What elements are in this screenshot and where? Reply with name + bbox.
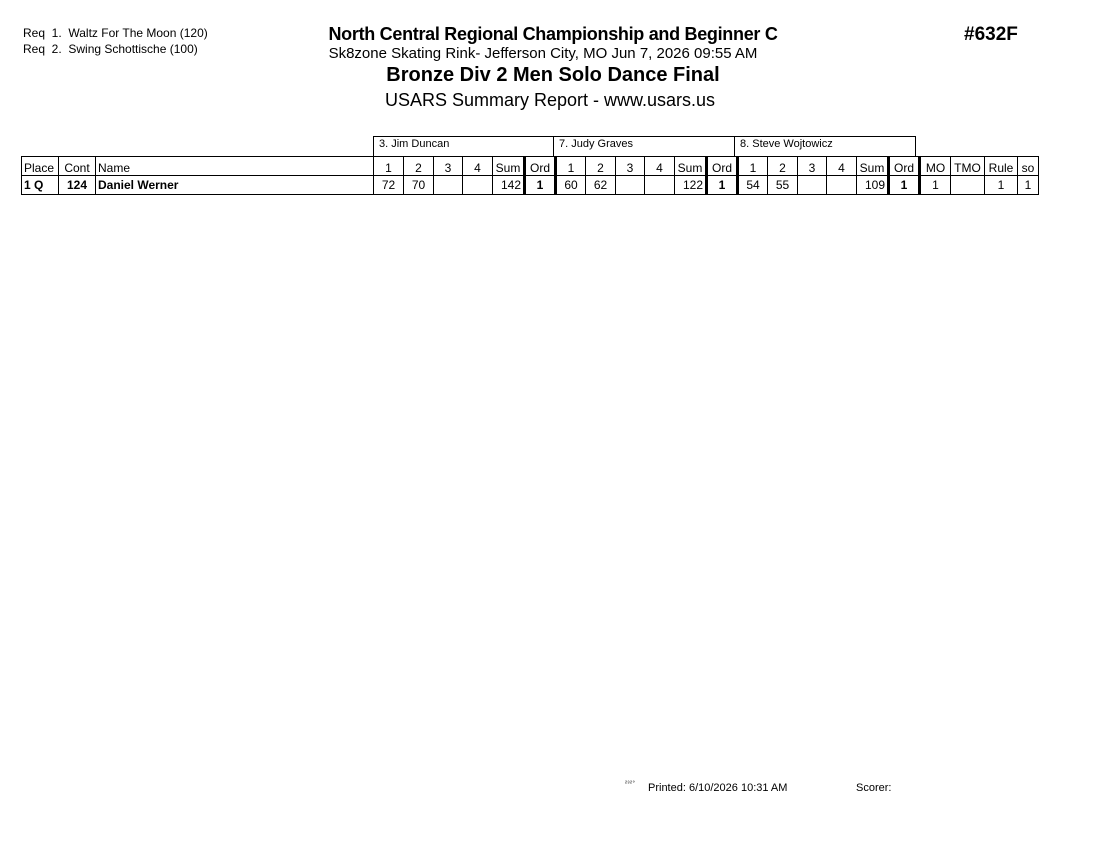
col-j3-3: 3	[798, 157, 827, 176]
col-place: Place	[22, 157, 59, 176]
score-cell	[463, 176, 493, 195]
rule-cell: 1	[985, 176, 1018, 195]
table-row	[22, 176, 1039, 195]
judge-header-1: 3. Jim Duncan	[373, 136, 554, 156]
event-title: Bronze Div 2 Men Solo Dance Final	[386, 64, 720, 86]
col-j1-2: 2	[404, 157, 434, 176]
name-cell: Daniel Werner	[96, 176, 374, 195]
score-cell	[434, 176, 463, 195]
col-j2-2: 2	[586, 157, 616, 176]
score-cell: 62	[586, 176, 616, 195]
tmo-cell	[951, 176, 985, 195]
event-number: #632F	[964, 24, 1018, 45]
scorer-label: Scorer:	[856, 782, 892, 794]
score-cell: 54	[738, 176, 768, 195]
sum-cell: 122	[675, 176, 707, 195]
place-cell: 1 Q	[22, 176, 59, 195]
col-j1-ord: Ord	[525, 157, 556, 176]
competition-title: North Central Regional Championship and Beginner C	[328, 24, 778, 44]
so-cell: 1	[1018, 176, 1039, 195]
col-name: Name	[96, 157, 374, 176]
col-j2-4: 4	[645, 157, 675, 176]
score-cell: 72	[374, 176, 404, 195]
score-cell: 60	[556, 176, 586, 195]
version-mark: ²³²°	[625, 781, 636, 787]
sum-cell: 109	[857, 176, 889, 195]
venue-line: Sk8zone Skating Rink- Jefferson City, MO Jun 7, 2026 09:55 AM	[328, 45, 758, 62]
requirement-1: Req 1. Waltz For The Moon (120)	[23, 26, 208, 40]
col-j1-3: 3	[434, 157, 463, 176]
col-j3-sum: Sum	[857, 157, 889, 176]
col-j2-ord: Ord	[707, 157, 738, 176]
col-j1-1: 1	[374, 157, 404, 176]
ord-cell: 1	[889, 176, 920, 195]
col-j2-1: 1	[556, 157, 586, 176]
sum-cell: 142	[493, 176, 525, 195]
header-row	[22, 157, 1039, 176]
ord-cell: 1	[707, 176, 738, 195]
judge-header-2: 7. Judy Graves	[553, 136, 735, 156]
score-cell: 70	[404, 176, 434, 195]
col-j1-sum: Sum	[493, 157, 525, 176]
score-cell	[616, 176, 645, 195]
col-j3-1: 1	[738, 157, 768, 176]
cont-cell: 124	[59, 176, 96, 195]
mo-cell: 1	[920, 176, 951, 195]
col-j1-4: 4	[463, 157, 493, 176]
report-title: USARS Summary Report - www.usars.us	[384, 90, 716, 110]
col-mo: MO	[920, 157, 951, 176]
ord-cell: 1	[525, 176, 556, 195]
score-cell	[645, 176, 675, 195]
col-tmo: TMO	[951, 157, 985, 176]
col-rule: Rule	[985, 157, 1018, 176]
col-j3-2: 2	[768, 157, 798, 176]
printed-timestamp: Printed: 6/10/2026 10:31 AM	[648, 782, 788, 794]
requirement-2: Req 2. Swing Schottische (100)	[23, 42, 198, 56]
col-j2-3: 3	[616, 157, 645, 176]
results-table	[21, 156, 1039, 195]
score-cell: 55	[768, 176, 798, 195]
judge-header-3: 8. Steve Wojtowicz	[734, 136, 916, 156]
col-so: so	[1018, 157, 1039, 176]
col-j3-4: 4	[827, 157, 857, 176]
col-j2-sum: Sum	[675, 157, 707, 176]
col-cont: Cont	[59, 157, 96, 176]
score-cell	[798, 176, 827, 195]
col-j3-ord: Ord	[889, 157, 920, 176]
score-cell	[827, 176, 857, 195]
